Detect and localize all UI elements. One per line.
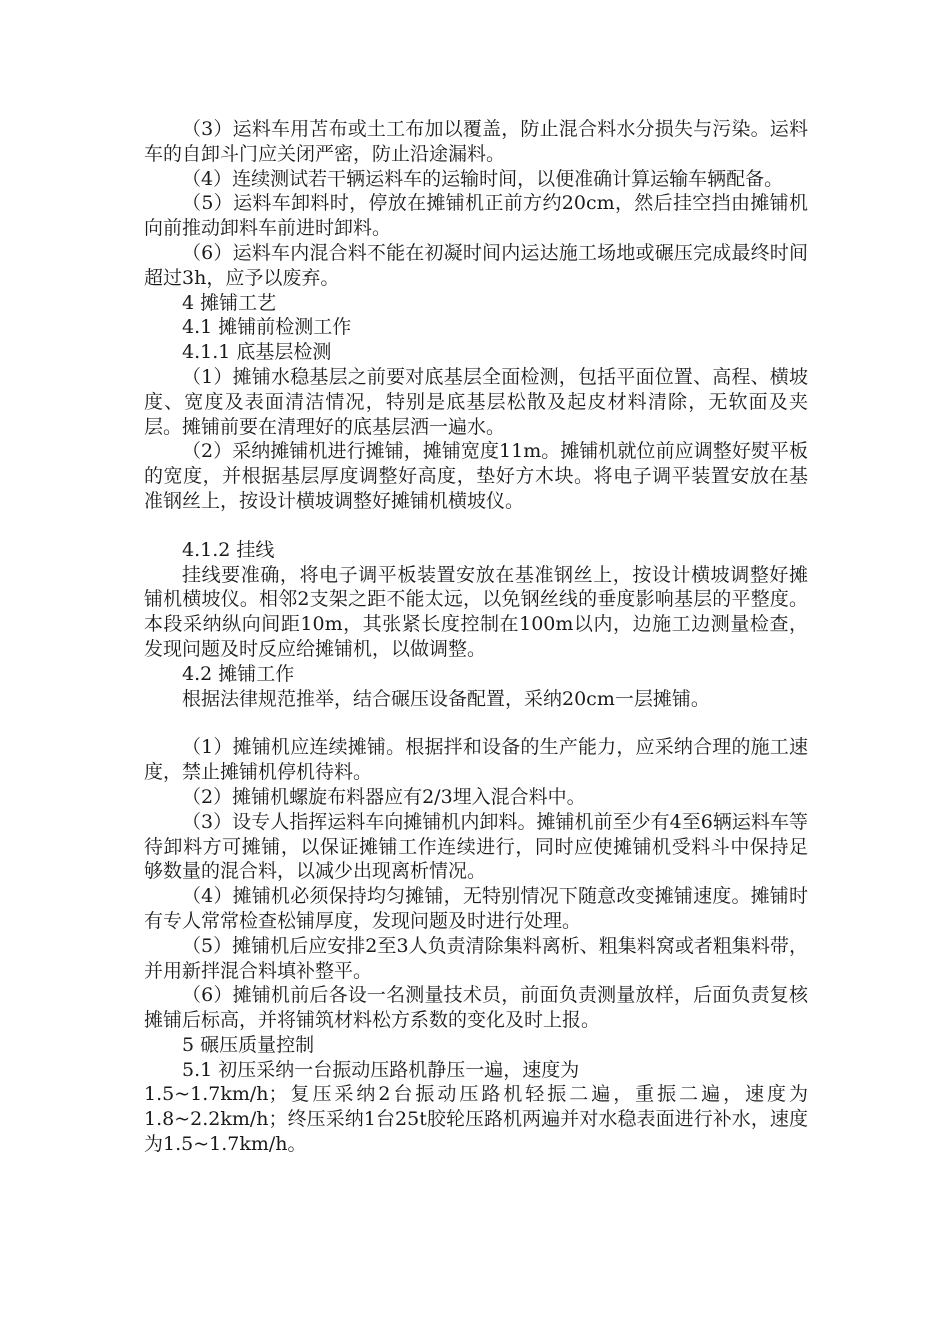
paragraph: （1）摊铺水稳基层之前要对底基层全面检测，包括平面位置、高程、横坡度、宽度及表面清洁情况，特别是底基层松散及起皮材料清除，无软面及夹层。摊铺前要在清理好的底基层洒一遍水。	[144, 365, 808, 438]
paragraph: （5）摊铺机后应安排2至3人负责清除集料离析、粗集料窝或者粗集料带，并用新拌混合料填补整平。	[144, 934, 808, 982]
paragraph: （1）摊铺机应连续摊铺。根据拌和设备的生产能力，应采纳合理的施工速度，禁止摊铺机停机待料。	[144, 736, 808, 784]
paragraph: （3）运料车用苫布或土工布加以覆盖，防止混合料水分损失与污染。运料车的自卸斗门应关闭严密，防止沿途漏料。	[144, 118, 808, 165]
paragraph: （3）设专人指挥运料车向摊铺机内卸料。摊铺机前至少有4至6辆运料车等待卸料方可摊铺，以保证摊铺工作连续进行，同时应使摊铺机受料斗中保持足够数量的混合料，以减少出现离析情况。	[144, 810, 808, 883]
section-heading: 5 碾压质量控制	[182, 1033, 315, 1056]
blank-line	[144, 711, 808, 735]
section-heading: 4.1 摊铺前检测工作	[182, 316, 352, 339]
paragraph: （6）运料车内混合料不能在初凝时间内运达施工场地或碾压完成最终时间超过3h，应予以废弃。	[144, 241, 808, 289]
section-heading: 4.1.2 挂线	[182, 538, 275, 561]
paragraph: 根据法律规范推举，结合碾压设备配置，采纳20cm一层摊铺。	[182, 687, 710, 710]
paragraph: （2）摊铺机螺旋布料器应有2/3埋入混合料中。	[182, 785, 586, 808]
section-heading: 4.1.1 底基层检测	[182, 341, 332, 364]
section-heading: 4.2 摊铺工作	[182, 662, 295, 685]
paragraph: （2）采纳摊铺机进行摊铺，摊铺宽度11m。摊铺机就位前应调整好熨平板的宽度，并根据基层厚度调整好高度，垫好方木块。将电子调平装置安放在基准钢丝上，按设计横坡调整好摊铺机横坡仪。	[144, 440, 808, 512]
paragraph: （6）摊铺机前后各设一名测量技术员，前面负责测量放样，后面负责复核摊铺后标高，并将铺筑材料松方系数的变化及时上报。	[144, 984, 808, 1032]
blank-line	[144, 514, 808, 538]
section-heading: 4 摊铺工艺	[182, 291, 277, 314]
document-page	[144, 117, 808, 1157]
paragraph: 1.5~1.7km/h；复压采纳2台振动压路机轻振二遍，重振二遍，速度为1.8~2.2km/h；终压采纳1台25t胶轮压路机两遍并对水稳表面进行补水，速度为1.5~1.7km/h。	[144, 1083, 808, 1156]
paragraph: 挂线要准确，将电子调平板装置安放在基准钢丝上，按设计横坡调整好摊铺机横坡仪。相邻2支架之距不能太远，以免钢丝线的垂度影响基层的平整度。本段采纳纵向间距10m，其张紧长度控制在100m以内，边施工边测量检查，发现问题及时反应给摊铺机，以做调整。	[144, 563, 808, 660]
paragraph: 5.1 初压采纳一台振动压路机静压一遍，速度为	[182, 1058, 580, 1081]
paragraph: （4）连续测试若干辆运料车的运输时间，以便准确计算运输车辆配备。	[182, 167, 784, 190]
paragraph: （5）运料车卸料时，停放在摊铺机正前方约20cm，然后挂空挡由摊铺机向前推动卸料车前进时卸料。	[144, 192, 808, 240]
paragraph: （4）摊铺机必须保持均匀摊铺，无特别情况下随意改变摊铺速度。摊铺时有专人常常检查松铺厚度，发现问题及时进行处理。	[144, 885, 808, 932]
